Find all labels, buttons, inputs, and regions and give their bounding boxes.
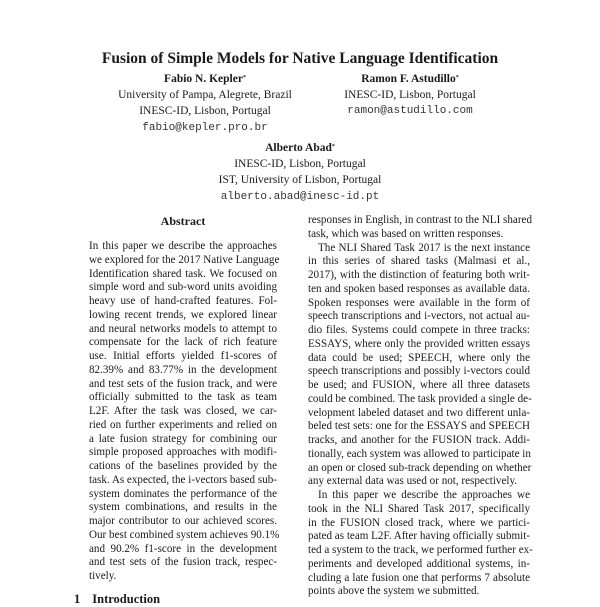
text-line: use. Initial efforts yielded f1-scores of <box>89 350 277 362</box>
text-line: ried on further experiments and relied on <box>89 418 277 431</box>
text-line: Identification shared task. We focused on <box>89 267 277 280</box>
author-name: Ramon F. Astudillo* <box>361 73 459 85</box>
text-line: cations of the baselines provided by the <box>89 460 277 472</box>
text-line: simple proposed approaches with modifi- <box>89 446 277 459</box>
text-line: we explored for the 2017 Native Language <box>89 253 280 266</box>
text-line: heavy use of hand-crafted features. Fol- <box>89 295 277 307</box>
abstract-heading: Abstract <box>160 214 206 228</box>
text-line: 2017), with the distinction of featuring both writ- <box>308 269 530 281</box>
author-name: Fabio N. Kepler* <box>164 73 246 85</box>
text-line: points above the system we submitted. <box>308 585 480 598</box>
text-line: cluding a late fusion one that performs 7 absolute <box>308 571 530 584</box>
author-affiliation: IST, University of Lisbon, Portugal <box>218 174 382 187</box>
text-line: system combinations, and results in the <box>89 501 277 514</box>
text-line: be used; and FUSION, where all three datasets <box>308 379 530 391</box>
text-line: periments and developed additional systems, in- <box>308 557 530 570</box>
author-email: fabio@kepler.pro.br <box>142 121 268 134</box>
text-line: major contributor to our achieved scores. <box>89 515 277 527</box>
abstract-body <box>89 240 280 584</box>
text-line: and 90.2% f1-score in the development <box>89 542 277 555</box>
text-line: velopment labeled dataset and two different unla- <box>308 406 530 419</box>
author-block-astudillo <box>325 71 495 120</box>
text-line: system dominates the performance of the <box>89 487 277 500</box>
right-column-body <box>308 214 533 599</box>
text-line: in the FUSION closed track, where we partici- <box>308 516 530 529</box>
text-line: pated as team L2F. After having officially submit- <box>308 530 530 543</box>
text-line: In this paper we describe the approaches <box>89 240 277 252</box>
text-line: Spoken responses were available in the form of <box>308 296 530 309</box>
author-block-abad <box>200 140 400 205</box>
author-affiliation: INESC-ID, Lisbon, Portugal <box>139 105 271 118</box>
text-line: data could be used; SPEECH, where only the <box>308 351 530 364</box>
text-line: L2F. After the task was closed, we car- <box>89 405 277 417</box>
text-line: a late fusion strategy for combining our <box>89 432 277 445</box>
text-line: speech transcriptions and possibly i-vectors could <box>308 365 530 378</box>
author-affiliation: University of Pampa, Alegrete, Brazil <box>118 89 292 102</box>
text-line: any external data was used or not, respectively. <box>308 475 518 488</box>
text-line: ESSAYS, where only the provided written essays <box>308 337 530 350</box>
text-line: and neural networks models to attempt to <box>89 322 277 335</box>
text-line: Our best combined system achieves 90.1% <box>89 528 280 541</box>
text-line: task, which was based on written responses. <box>308 227 504 240</box>
text-line: could be combined. The task provided a single de- <box>308 392 532 405</box>
text-line: tively. <box>89 570 117 582</box>
section-heading-introduction: 1 Introduction <box>74 592 161 606</box>
text-line: and test sets of the fusion track, and were <box>89 377 277 390</box>
author-name: Alberto Abad* <box>265 142 335 154</box>
text-line: dio files. Systems could compete in three tracks: <box>308 324 530 336</box>
text-line: The NLI Shared Task 2017 is the next instance <box>318 241 530 254</box>
text-line: and test sets of the fusion track, respec- <box>89 556 277 569</box>
author-affiliation: INESC-ID, Lisbon, Portugal <box>234 158 366 171</box>
author-affiliation: INESC-ID, Lisbon, Portugal <box>344 89 476 102</box>
text-line: responses in English, in contrast to the NLI shared <box>308 214 532 226</box>
text-line: took in the NLI Shared Task 2017, specifically <box>308 502 530 515</box>
text-line: beled test sets: one for the ESSAYS and SPEECH <box>308 420 530 433</box>
text-line: ten and spoken based responses as available data. <box>308 282 530 295</box>
text-line: officially submitted to the task as team <box>89 391 277 404</box>
text-line: an open or closed sub-track depending on whether <box>308 461 532 474</box>
text-line: task. As expected, the i-vectors based sub- <box>89 473 277 486</box>
author-email: ramon@astudillo.com <box>347 105 473 118</box>
text-line: in this series of shared tasks (Malmasi et al., <box>308 255 530 268</box>
text-line: compensate for the lack of rich feature <box>89 336 277 349</box>
author-block-kepler <box>95 71 315 136</box>
text-line: simple word and sub-word units avoiding <box>89 281 277 294</box>
text-line: lowing recent trends, we explored linear <box>89 308 277 321</box>
author-email: alberto.abad@inesc-id.pt <box>220 190 380 203</box>
text-line: 82.39% and 83.77% in the development <box>89 363 277 376</box>
text-line: speech transcriptions and i-vectors, not actual au- <box>308 310 530 323</box>
text-line: In this paper we describe the approaches we <box>318 489 530 501</box>
text-line: tracks, and another for the FUSION track. Addi- <box>308 434 530 446</box>
paper-title: Fusion of Simple Models for Native Language Identification <box>101 50 499 67</box>
text-line: ted a system to the track, we performed further ex- <box>308 544 533 556</box>
text-line: tionally, each system was allowed to participate in <box>308 447 531 460</box>
